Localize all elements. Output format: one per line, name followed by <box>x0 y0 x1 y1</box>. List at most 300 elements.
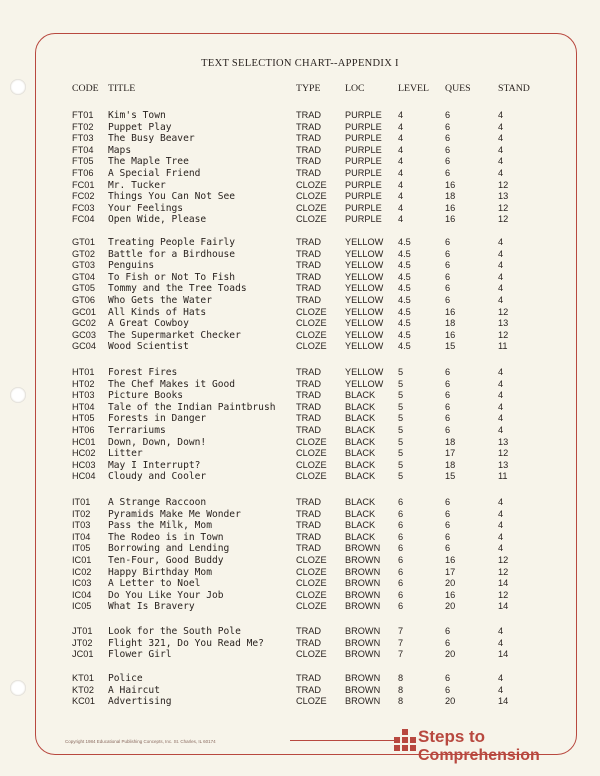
cell-code: IC05 <box>72 601 92 612</box>
cell-stand: 4 <box>498 401 504 412</box>
cell-title: Happy Birthday Mom <box>108 566 212 578</box>
cell-level: 4 <box>398 110 404 120</box>
cell-stand: 4 <box>498 508 504 519</box>
cell-stand: 4 <box>498 626 504 636</box>
cell-loc: PURPLE <box>345 168 382 178</box>
table-row <box>0 133 600 144</box>
cell-ques: 6 <box>445 110 451 120</box>
cell-type: CLOZE <box>296 191 327 202</box>
cell-stand: 11 <box>498 471 508 482</box>
cell-level: 6 <box>398 543 404 554</box>
cell-code: HT02 <box>72 378 95 389</box>
cell-code: HT01 <box>72 367 95 377</box>
cell-level: 5 <box>398 367 404 377</box>
cell-type: TRAD <box>296 133 322 144</box>
cell-level: 4 <box>398 133 404 144</box>
table-row <box>0 649 600 660</box>
cell-title: Look for the South Pole <box>108 626 241 637</box>
cell-stand: 14 <box>498 601 509 612</box>
cell-stand: 12 <box>498 566 509 577</box>
cell-code: IT05 <box>72 543 91 554</box>
cell-stand: 12 <box>498 179 509 190</box>
cell-type: TRAD <box>296 543 322 554</box>
cell-loc: BLACK <box>345 497 376 507</box>
cell-title: Things You Can Not See <box>108 191 236 203</box>
cell-stand: 4 <box>498 156 504 167</box>
cell-ques: 6 <box>445 508 451 519</box>
cell-stand: 4 <box>498 543 504 554</box>
cell-type: CLOZE <box>296 566 327 577</box>
header-type: TYPE <box>296 83 321 94</box>
cell-loc: PURPLE <box>345 214 382 225</box>
cell-code: JC01 <box>72 649 94 660</box>
cell-title: The Rodeo is in Town <box>108 531 224 543</box>
cell-ques: 20 <box>445 601 456 612</box>
cell-stand: 4 <box>498 413 504 424</box>
cell-loc: BROWN <box>345 543 381 554</box>
header-ques: QUES <box>445 83 471 94</box>
cell-loc: PURPLE <box>345 191 382 202</box>
header-stand: STAND <box>498 83 530 94</box>
table-row <box>0 555 600 566</box>
cell-type: TRAD <box>296 144 322 155</box>
cell-loc: BLACK <box>345 390 376 401</box>
cell-type: TRAD <box>296 520 322 531</box>
cell-loc: BLACK <box>345 413 376 424</box>
cell-level: 4 <box>398 191 404 202</box>
cell-ques: 6 <box>445 531 451 542</box>
cell-title: The Supermarket Checker <box>108 329 241 341</box>
cell-stand: 4 <box>498 110 504 120</box>
cell-code: FC01 <box>72 179 95 190</box>
cell-level: 5 <box>398 425 404 435</box>
cell-stand: 4 <box>498 637 504 648</box>
table-row <box>0 448 600 459</box>
header-code: CODE <box>72 83 99 94</box>
cell-level: 4 <box>398 121 404 132</box>
cell-stand: 13 <box>498 318 509 329</box>
cell-ques: 16 <box>445 214 456 225</box>
cell-level: 4.5 <box>398 248 411 259</box>
cell-stand: 4 <box>498 121 504 132</box>
cell-title: Who Gets the Water <box>108 295 212 306</box>
cell-code: HC01 <box>72 436 96 447</box>
cell-level: 4 <box>398 156 404 167</box>
cell-loc: BROWN <box>345 555 381 565</box>
cell-title: A Special Friend <box>108 168 201 179</box>
cell-level: 6 <box>398 578 404 589</box>
cell-code: KT02 <box>72 684 94 695</box>
table-row <box>0 295 600 306</box>
cell-loc: BLACK <box>345 520 376 531</box>
cell-code: IT01 <box>72 497 91 507</box>
table-row <box>0 413 600 424</box>
cell-stand: 11 <box>498 341 508 352</box>
cell-code: GT06 <box>72 295 95 305</box>
cell-ques: 6 <box>445 248 451 259</box>
cell-type: TRAD <box>296 237 322 247</box>
cell-loc: BROWN <box>345 589 381 600</box>
cell-code: GT05 <box>72 283 95 294</box>
cell-title: Forests in Danger <box>108 413 207 425</box>
cell-title: The Chef Makes it Good <box>108 378 236 390</box>
cell-stand: 4 <box>498 367 504 377</box>
header-loc: LOC <box>345 83 365 94</box>
cell-title: Flower Girl <box>108 649 172 661</box>
cell-level: 4 <box>398 214 404 225</box>
cell-title: Maps <box>108 144 132 156</box>
cell-stand: 4 <box>498 673 504 683</box>
cell-type: TRAD <box>296 390 322 401</box>
cell-type: TRAD <box>296 260 322 271</box>
cell-code: FT05 <box>72 156 94 167</box>
cell-stand: 4 <box>498 283 504 294</box>
cell-ques: 6 <box>445 295 451 305</box>
cell-level: 5 <box>398 413 404 424</box>
cell-ques: 20 <box>445 649 456 660</box>
cell-title: To Fish or Not To Fish <box>108 271 236 283</box>
cell-code: FC04 <box>72 214 95 225</box>
cell-ques: 6 <box>445 626 451 636</box>
cell-level: 4.5 <box>398 295 411 305</box>
cell-type: TRAD <box>296 637 322 648</box>
cell-level: 5 <box>398 436 404 447</box>
table-row <box>0 203 600 214</box>
cell-code: IC02 <box>72 566 92 577</box>
cell-type: CLOZE <box>296 471 327 482</box>
cell-code: FT02 <box>72 121 94 132</box>
cell-type: TRAD <box>296 121 322 132</box>
cell-ques: 6 <box>445 271 451 282</box>
cell-level: 6 <box>398 566 404 577</box>
table-row <box>0 367 600 378</box>
cell-type: TRAD <box>296 497 322 507</box>
cell-loc: BLACK <box>345 459 376 470</box>
table-row <box>0 272 600 283</box>
cell-loc: YELLOW <box>345 237 384 247</box>
cell-type: TRAD <box>296 413 322 424</box>
cell-level: 4.5 <box>398 237 411 247</box>
cell-loc: YELLOW <box>345 341 384 352</box>
cell-stand: 4 <box>498 390 504 401</box>
cell-stand: 13 <box>498 191 509 202</box>
cell-ques: 6 <box>445 237 451 247</box>
cell-level: 6 <box>398 508 404 519</box>
cell-code: KC01 <box>72 696 95 707</box>
cell-title: A Great Cowboy <box>108 318 189 330</box>
cell-level: 6 <box>398 589 404 600</box>
cell-stand: 14 <box>498 649 509 660</box>
table-row <box>0 425 600 436</box>
cell-title: May I Interrupt? <box>108 459 201 471</box>
cell-title: Picture Books <box>108 390 184 402</box>
table-row <box>0 122 600 133</box>
cell-code: HC02 <box>72 448 96 459</box>
cell-level: 6 <box>398 601 404 612</box>
cell-level: 7 <box>398 626 404 636</box>
cell-title: Open Wide, Please <box>108 214 207 226</box>
cell-stand: 14 <box>498 578 509 589</box>
cell-title: Kim's Town <box>108 110 166 121</box>
table-row <box>0 191 600 202</box>
cell-type: CLOZE <box>296 306 327 317</box>
cell-title: A Letter to Noel <box>108 578 201 590</box>
cell-code: HC04 <box>72 471 96 482</box>
cell-type: TRAD <box>296 531 322 542</box>
cell-type: TRAD <box>296 401 322 412</box>
cell-type: CLOZE <box>296 696 327 707</box>
cell-loc: PURPLE <box>345 156 382 167</box>
cell-ques: 18 <box>445 459 456 470</box>
cell-type: CLOZE <box>296 318 327 329</box>
cell-ques: 20 <box>445 696 456 707</box>
cell-code: HT04 <box>72 401 95 412</box>
cell-loc: PURPLE <box>345 133 382 144</box>
cell-code: FC03 <box>72 202 95 213</box>
table-row <box>0 402 600 413</box>
cell-stand: 4 <box>498 144 504 155</box>
cell-title: Tommy and the Tree Toads <box>108 283 247 295</box>
cell-title: Cloudy and Cooler <box>108 471 207 483</box>
table-row <box>0 168 600 179</box>
cell-title: Flight 321, Do You Read Me? <box>108 637 264 649</box>
cell-level: 6 <box>398 520 404 531</box>
cell-ques: 18 <box>445 191 456 202</box>
table-row <box>0 696 600 707</box>
cell-ques: 6 <box>445 637 451 648</box>
cell-level: 4 <box>398 179 404 190</box>
cell-stand: 4 <box>498 168 504 178</box>
table-row <box>0 567 600 578</box>
cell-stand: 13 <box>498 436 509 447</box>
cell-level: 6 <box>398 497 404 507</box>
cell-stand: 4 <box>498 271 504 282</box>
cell-code: FT06 <box>72 168 94 178</box>
cell-stand: 12 <box>498 214 509 225</box>
cell-ques: 6 <box>445 520 451 531</box>
cell-type: TRAD <box>296 367 322 377</box>
cell-code: KT01 <box>72 673 94 683</box>
cell-code: GT02 <box>72 248 95 259</box>
cell-ques: 6 <box>445 367 451 377</box>
cell-ques: 16 <box>445 555 456 565</box>
cell-code: FC02 <box>72 191 95 202</box>
cell-title: Mr. Tucker <box>108 179 166 191</box>
cell-ques: 15 <box>445 471 456 482</box>
cell-loc: BROWN <box>345 684 381 695</box>
cell-title: Wood Scientist <box>108 341 189 353</box>
cell-title: The Maple Tree <box>108 156 189 168</box>
cell-ques: 6 <box>445 401 451 412</box>
table-row <box>0 379 600 390</box>
cell-type: TRAD <box>296 295 322 305</box>
cell-code: GC01 <box>72 306 97 317</box>
cell-stand: 4 <box>498 248 504 259</box>
cell-title: All Kinds of Hats <box>108 306 207 318</box>
table-row <box>0 156 600 167</box>
cell-loc: BROWN <box>345 696 381 707</box>
logo-line-2: Comprehension <box>418 747 540 764</box>
cell-code: IC03 <box>72 578 92 589</box>
cell-title: Litter <box>108 448 143 460</box>
cell-loc: BROWN <box>345 649 381 660</box>
cell-level: 7 <box>398 649 404 660</box>
cell-level: 4 <box>398 202 404 213</box>
cell-type: CLOZE <box>296 329 327 340</box>
cell-loc: PURPLE <box>345 110 382 120</box>
table-row <box>0 214 600 225</box>
table-row <box>0 590 600 601</box>
table-row <box>0 471 600 482</box>
cell-code: GC03 <box>72 329 97 340</box>
cell-title: A Strange Raccoon <box>108 497 207 508</box>
table-row <box>0 390 600 401</box>
cell-stand: 4 <box>498 425 504 435</box>
cell-level: 5 <box>398 390 404 401</box>
cell-type: CLOZE <box>296 601 327 612</box>
cell-ques: 17 <box>445 566 456 577</box>
cell-ques: 6 <box>445 378 451 389</box>
cell-ques: 6 <box>445 425 451 435</box>
cell-type: CLOZE <box>296 341 327 352</box>
table-row <box>0 578 600 589</box>
cell-type: TRAD <box>296 248 322 259</box>
cell-level: 5 <box>398 401 404 412</box>
cell-stand: 4 <box>498 531 504 542</box>
cell-loc: BROWN <box>345 578 381 589</box>
copyright-notice: Copyright 1984 Educational Publishing Concepts, Inc. St. Charles, IL 60174 <box>65 739 216 744</box>
cell-type: CLOZE <box>296 436 327 447</box>
table-row <box>0 180 600 191</box>
table-row <box>0 260 600 271</box>
cell-code: GT01 <box>72 237 95 247</box>
cell-level: 5 <box>398 378 404 389</box>
cell-level: 5 <box>398 459 404 470</box>
cell-ques: 16 <box>445 306 456 317</box>
cell-loc: BLACK <box>345 401 376 412</box>
cell-loc: YELLOW <box>345 367 384 377</box>
cell-code: GT04 <box>72 271 95 282</box>
cell-level: 4 <box>398 168 404 178</box>
table-row <box>0 638 600 649</box>
header-level: LEVEL <box>398 83 430 94</box>
table-row <box>0 237 600 248</box>
cell-loc: BLACK <box>345 471 376 482</box>
table-header <box>0 83 600 94</box>
cell-ques: 6 <box>445 413 451 424</box>
cell-ques: 18 <box>445 318 456 329</box>
cell-stand: 12 <box>498 555 509 565</box>
cell-code: GC02 <box>72 318 97 329</box>
cell-code: HT03 <box>72 390 95 401</box>
cell-code: HT06 <box>72 425 95 435</box>
cell-type: CLOZE <box>296 649 327 660</box>
cell-stand: 12 <box>498 589 509 600</box>
cell-stand: 4 <box>498 520 504 531</box>
cell-type: CLOZE <box>296 214 327 225</box>
logo-squares-icon <box>394 729 416 759</box>
cell-ques: 6 <box>445 156 451 167</box>
table-row <box>0 330 600 341</box>
cell-title: Treating People Fairly <box>108 237 236 248</box>
table-row <box>0 673 600 684</box>
cell-code: IT04 <box>72 531 91 542</box>
cell-ques: 18 <box>445 436 456 447</box>
cell-loc: BLACK <box>345 531 376 542</box>
table-row <box>0 520 600 531</box>
cell-type: TRAD <box>296 271 322 282</box>
table-row <box>0 318 600 329</box>
cell-loc: YELLOW <box>345 260 384 271</box>
cell-level: 5 <box>398 471 404 482</box>
cell-title: Battle for a Birdhouse <box>108 248 236 260</box>
cell-type: TRAD <box>296 283 322 294</box>
table-row <box>0 532 600 543</box>
table-row <box>0 145 600 156</box>
cell-ques: 16 <box>445 179 456 190</box>
cell-loc: BLACK <box>345 508 376 519</box>
cell-loc: PURPLE <box>345 202 382 213</box>
cell-loc: BROWN <box>345 626 381 636</box>
cell-title: Penguins <box>108 260 155 272</box>
cell-ques: 6 <box>445 543 451 554</box>
cell-type: TRAD <box>296 626 322 636</box>
cell-loc: YELLOW <box>345 306 384 317</box>
cell-level: 4.5 <box>398 271 411 282</box>
cell-level: 4.5 <box>398 306 411 317</box>
cell-type: CLOZE <box>296 448 327 459</box>
table-row <box>0 601 600 612</box>
cell-loc: BROWN <box>345 566 381 577</box>
cell-type: TRAD <box>296 684 322 695</box>
cell-loc: YELLOW <box>345 295 384 305</box>
cell-code: IC01 <box>72 555 92 565</box>
cell-title: The Busy Beaver <box>108 133 195 145</box>
cell-type: TRAD <box>296 425 322 435</box>
cell-ques: 16 <box>445 329 456 340</box>
cell-loc: YELLOW <box>345 318 384 329</box>
table-row <box>0 283 600 294</box>
cell-stand: 4 <box>498 237 504 247</box>
cell-level: 7 <box>398 637 404 648</box>
cell-code: GC04 <box>72 341 97 352</box>
cell-title: Forest Fires <box>108 367 178 378</box>
cell-type: TRAD <box>296 110 322 120</box>
cell-level: 8 <box>398 673 404 683</box>
cell-ques: 20 <box>445 578 456 589</box>
cell-type: CLOZE <box>296 578 327 589</box>
cell-title: Your Feelings <box>108 202 184 214</box>
table-row <box>0 509 600 520</box>
cell-level: 4.5 <box>398 260 411 271</box>
cell-type: TRAD <box>296 156 322 167</box>
cell-loc: PURPLE <box>345 144 382 155</box>
table-row <box>0 249 600 260</box>
cell-title: Tale of the Indian Paintbrush <box>108 401 276 413</box>
cell-ques: 6 <box>445 684 451 695</box>
cell-type: TRAD <box>296 168 322 178</box>
cell-loc: YELLOW <box>345 283 384 294</box>
header-title: TITLE <box>108 83 136 94</box>
cell-stand: 12 <box>498 306 509 317</box>
steps-to-comprehension-logo <box>394 727 576 767</box>
table-row <box>0 497 600 508</box>
cell-stand: 4 <box>498 497 504 507</box>
cell-title: Ten-Four, Good Buddy <box>108 555 224 566</box>
cell-stand: 4 <box>498 295 504 305</box>
cell-ques: 6 <box>445 497 451 507</box>
cell-level: 6 <box>398 555 404 565</box>
